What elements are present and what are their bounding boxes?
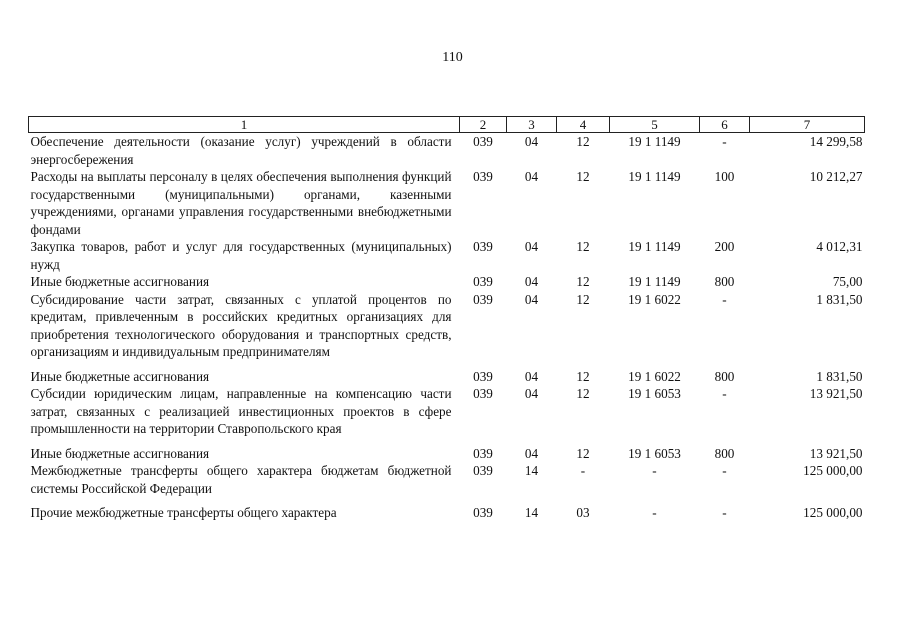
row-target-code: 19 1 6022 xyxy=(628,368,681,384)
row-subsection-code: 12 xyxy=(576,239,590,254)
row-subsection-code: 12 xyxy=(576,368,590,384)
row-amount: 1 831,50 xyxy=(816,291,863,307)
column-header: 1 xyxy=(29,117,460,133)
row-section-code: 04 xyxy=(524,386,539,401)
table-row xyxy=(29,291,865,368)
row-section-code: 04 xyxy=(524,291,539,307)
row-expense-type: - xyxy=(722,463,727,478)
row-subsection-code: - xyxy=(580,463,586,478)
row-target-code: 19 1 1149 xyxy=(628,169,681,184)
row-expense-type: 800 xyxy=(714,445,735,461)
row-section-code: 04 xyxy=(524,368,539,384)
row-target-code: 19 1 1149 xyxy=(628,274,681,289)
row-subsection-code: 12 xyxy=(576,386,590,401)
row-target-code: 19 1 6022 xyxy=(628,291,681,307)
row-expense-type: 800 xyxy=(714,274,735,289)
table-row xyxy=(29,133,865,169)
row-target-code: - xyxy=(652,463,657,478)
row-amount: 125 000,00 xyxy=(803,463,863,478)
table-row xyxy=(29,385,865,445)
row-expense-type: - xyxy=(722,291,727,307)
row-section-code: 04 xyxy=(524,445,539,461)
row-name: Иные бюджетные ассигнования xyxy=(30,274,210,289)
column-header: 7 xyxy=(750,117,865,133)
row-expense-type: - xyxy=(722,386,727,401)
row-name: Субсидирование части затрат, связанных с уплатой процентов по кредитам, привлеченным в российских кредитных организациях для приобретения технологического оборудования и транспортных средств, организациям и индивидуальным предпринимателям xyxy=(30,291,452,359)
row-expense-type: 100 xyxy=(714,169,735,184)
row-ministry-code: 039 xyxy=(473,463,493,478)
table-row xyxy=(29,462,865,504)
row-amount: 75,00 xyxy=(832,274,863,289)
row-subsection-code: 12 xyxy=(576,134,590,149)
row-subsection-code: 12 xyxy=(576,169,590,184)
row-subsection-code: 12 xyxy=(576,274,590,289)
row-section-code: 04 xyxy=(524,134,539,149)
row-name: Обеспечение деятельности (оказание услуг) учреждений в области энергосбережения xyxy=(30,134,452,167)
row-section-code: 14 xyxy=(524,463,539,478)
row-name: Закупка товаров, работ и услуг для государственных (муниципальных) нужд xyxy=(30,239,452,272)
row-name: Иные бюджетные ассигнования xyxy=(30,368,210,384)
row-target-code: 19 1 6053 xyxy=(628,386,681,401)
row-amount: 14 299,58 xyxy=(809,134,863,149)
row-name: Межбюджетные трансферты общего характера бюджетам бюджетной системы Российской Федерации xyxy=(30,463,452,496)
row-amount: 1 831,50 xyxy=(816,368,863,384)
row-target-code: - xyxy=(652,505,657,520)
row-target-code: 19 1 1149 xyxy=(628,134,681,149)
row-ministry-code: 039 xyxy=(473,274,493,289)
row-expense-type: - xyxy=(722,505,727,520)
row-subsection-code: 12 xyxy=(576,445,590,461)
column-header: 5 xyxy=(610,117,700,133)
table-row xyxy=(29,445,865,463)
row-section-code: 04 xyxy=(524,239,539,254)
row-subsection-code: 12 xyxy=(576,291,590,307)
row-ministry-code: 039 xyxy=(473,134,493,149)
row-name: Субсидии юридическим лицам, направленные на компенсацию части затрат, связанных с реализацией инвестиционных проектов в сфере промышленности на территории Ставропольского края xyxy=(30,386,452,436)
row-name: Иные бюджетные ассигнования xyxy=(30,445,210,461)
row-amount: 10 212,27 xyxy=(809,169,863,184)
row-amount: 4 012,31 xyxy=(816,239,863,254)
row-ministry-code: 039 xyxy=(473,445,493,461)
row-subsection-code: 03 xyxy=(576,505,590,520)
row-name: Расходы на выплаты персоналу в целях обеспечения выполнения функций государственными (муниципальными) органами, казенными учреждениями, органами управления государственными внебюджетными фондами xyxy=(30,169,452,237)
row-amount: 13 921,50 xyxy=(809,386,863,401)
table-row xyxy=(29,238,865,273)
table-header-row xyxy=(29,117,865,133)
column-header: 6 xyxy=(700,117,750,133)
row-ministry-code: 039 xyxy=(473,368,493,384)
row-ministry-code: 039 xyxy=(473,505,493,520)
row-amount: 13 921,50 xyxy=(809,445,863,461)
column-header: 3 xyxy=(507,117,557,133)
budget-table xyxy=(28,116,865,522)
column-header: 4 xyxy=(557,117,610,133)
row-expense-type: 800 xyxy=(714,368,735,384)
row-target-code: 19 1 1149 xyxy=(628,239,681,254)
row-expense-type: - xyxy=(722,134,727,149)
row-section-code: 04 xyxy=(524,169,539,184)
row-name: Прочие межбюджетные трансферты общего характера xyxy=(30,505,337,520)
table-row xyxy=(29,273,865,291)
column-header: 2 xyxy=(460,117,507,133)
row-target-code: 19 1 6053 xyxy=(628,445,681,461)
row-ministry-code: 039 xyxy=(473,239,493,254)
row-ministry-code: 039 xyxy=(473,291,493,307)
row-section-code: 14 xyxy=(524,505,539,520)
page-number: 110 xyxy=(442,50,463,65)
table-row xyxy=(29,504,865,522)
row-section-code: 04 xyxy=(524,274,539,289)
table-row xyxy=(29,368,865,386)
row-ministry-code: 039 xyxy=(473,169,493,184)
row-amount: 125 000,00 xyxy=(803,505,863,520)
table-row xyxy=(29,168,865,238)
row-ministry-code: 039 xyxy=(473,386,493,401)
row-expense-type: 200 xyxy=(714,239,735,254)
